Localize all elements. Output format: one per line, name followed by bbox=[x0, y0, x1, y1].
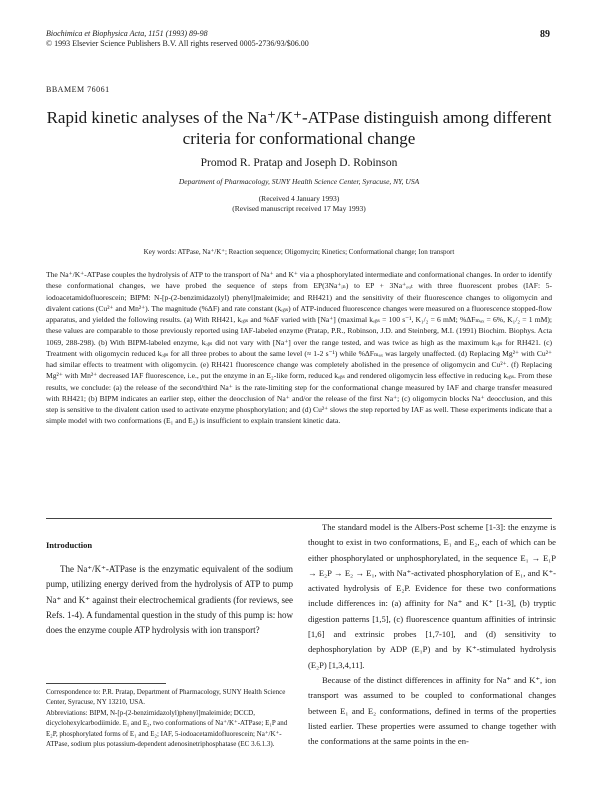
revised-date: (Revised manuscript received 17 May 1993) bbox=[232, 204, 366, 213]
body-paragraph: The standard model is the Albers-Post scheme [1-3]: the enzyme is thought to exist in two conformations, E₁ and E₂, each of which can be either phosphorylated or unphosphorylated, in the sequence E₁ → E₁P → E₂P → E₂ → E₁, with Na⁺-activated phosphorylation of E₁, and K⁺-activated hydrolysis of E₂P. Evidence for these two conformations include differences in: (a) affinity for Na⁺ and K⁺ [1-3], (b) tryptic digestion patterns [1,5], (c) fluorescence quantum affinities of intrinsic [1,6] and extrinsic probes [1,7-10], and (d) sensitivity to dephosphorylation by ADP (E₁P) and by K⁺-stimulated hydrolysis (E₂P) [1,3,4,11]. bbox=[308, 522, 556, 670]
correspondence-note: Correspondence to: P.R. Pratap, Department of Pharmacology, SUNY Health Science Center, Syracuse, NY 13210, USA. bbox=[46, 688, 286, 707]
right-column bbox=[308, 520, 556, 749]
abstract: The Na⁺/K⁺-ATPase couples the hydrolysis of ATP to the transport of Na⁺ and K⁺ via a phosphorylated intermediate and conformational changes. In order to identify these conformational changes, we have probed the sequence of steps from EP(3Na⁺ᵢₙ) to EP + 3Na⁺ₒᵤₜ with three fluorescent probes (IAF: 5-iodoacetamidofluorescein; BIPM: N-[p-(2-benzimidazolyl) phenyl]maleimide; and RH421) and the sensitivity of their fluorescence changes to oligomycin and divalent cations (Cu²⁺ and Mn²⁺). The magnitude (%ΔF) and rate constant (kₒᵦₛ) of ATP-induced fluorescence changes were measured on a fluorescence stopped-flow apparatus, and yielded the following results. (a) With RH421, kₒᵦₛ and %ΔF varied with [Na⁺] (maximal kₒᵦₛ = 100 s⁻¹, K₁/₂ = 6 mM; %ΔFₘₐₓ = 6%, K₁/₂ = 1 mM); these values are comparable to those previously reported using IAF-labeled enzyme (Pratap, P.R., Robinson, J.D. and Steinberg, M.I. (1991) Biochim. Biophys. Acta 1069, 288-298). (b) With BIPM-labeled enzyme, kₒᵦₛ did not vary with [Na⁺] over the range tested, and was twice as high as the maximum kₒᵦₛ for RH421. (c) Treatment with oligomycin reduced kₒᵦₛ for all three probes to about the same level (≈ 1-2 s⁻¹) while %ΔFₘₐₓ was largely unaffected. (d) Replacing Mg²⁺ with Cu²⁺ had similar effects to treatment with oligomycin. (e) RH421 fluorescence change was completely abolished in the presence of oligomycin and Cu²⁺. (f) Replacing Mg²⁺ with Mn²⁺ decreased IAF fluorescence, i.e., put the enzyme in an E₂-like form, reduced kₒᵦₛ and rendered oligomycin less effective in reducing kₒᵦₛ. From these results, we conclude: (a) the release of the second/third Na⁺ is the rate-limiting step for the conformational change measured by IAF and charge transfer measured with RH421; (b) BIPM indicates an earlier step, either the deocclusion of Na⁺ and/or the release of the first Na⁺; (c) oligomycin blocks Na⁺ deocclusion, and this step is sensitive to the divalent cation used to activate enzyme phosphorylation; and (d) Cu²⁺ slows the step reported by IAF as well. These experiments indicate that a simple model with two conformations (E₁ and E₂) is insufficient to explain transient kinetic data. bbox=[46, 270, 552, 426]
paper-title: Rapid kinetic analyses of the Na⁺/K⁺-ATPase distinguish among different criteria for conformational change bbox=[46, 108, 552, 148]
authors: Promod R. Pratap and Joseph D. Robinson bbox=[200, 157, 398, 169]
abstract-divider bbox=[46, 518, 552, 519]
received-dates bbox=[40, 194, 558, 214]
article-code: BBAMEM 76061 bbox=[46, 85, 110, 94]
footnotes bbox=[46, 687, 294, 749]
abbreviations-note: Abbreviations: BIPM, N-[p-(2-benzimidazolyl)phenyl]maleimide; DCCD, dicyclohexylcarbodiimide. E₁ and E₂, two conformations of Na⁺/K⁺-ATPase; E₁P and E₂P, phosphorylated forms of E₁ and E₂; IAF, 5-iodoacetamidofluorescein; Na⁺/K⁺-ATPase, sodium plus potassium-dependent adenosinetriphosphatase (EC 3.6.1.3). bbox=[46, 708, 288, 749]
affiliation: Department of Pharmacology, SUNY Health Science Center, Syracuse, NY, USA bbox=[178, 177, 420, 186]
keywords: Key words: ATPase, Na⁺/K⁺; Reaction sequence; Oligomycin; Kinetics; Conformational change; Ion transport bbox=[143, 248, 455, 256]
section-heading-introduction: Introduction bbox=[46, 540, 93, 550]
received-date: (Received 4 January 1993) bbox=[258, 194, 340, 203]
intro-paragraph: The Na⁺/K⁺-ATPase is the enzymatic equivalent of the sodium pump, utilizing energy derived from the hydrolysis of ATP to pump Na⁺ and K⁺ against their electrochemical gradients (for reviews, see Refs. 1-4). A fundamental question in the study of this pump is: how does the enzyme couple ATP hydrolysis with ion transport? bbox=[46, 564, 293, 636]
journal-citation: Biochimica et Biophysica Acta, 1151 (1993) 89-98 bbox=[46, 29, 208, 38]
body-paragraph: Because of the distinct differences in affinity for Na⁺ and K⁺, ion transport was assumed to be coupled to conformational changes between E₁ and E₂ conformations, defined in terms of the properties listed earlier. These properties were assumed to change together with the conformations at the same points in the en- bbox=[308, 674, 556, 747]
page-number: 89 bbox=[540, 29, 550, 40]
footnote-divider bbox=[46, 683, 166, 684]
copyright-line: © 1993 Elsevier Science Publishers B.V. All rights reserved 0005-2736/93/$06.00 bbox=[46, 39, 309, 48]
